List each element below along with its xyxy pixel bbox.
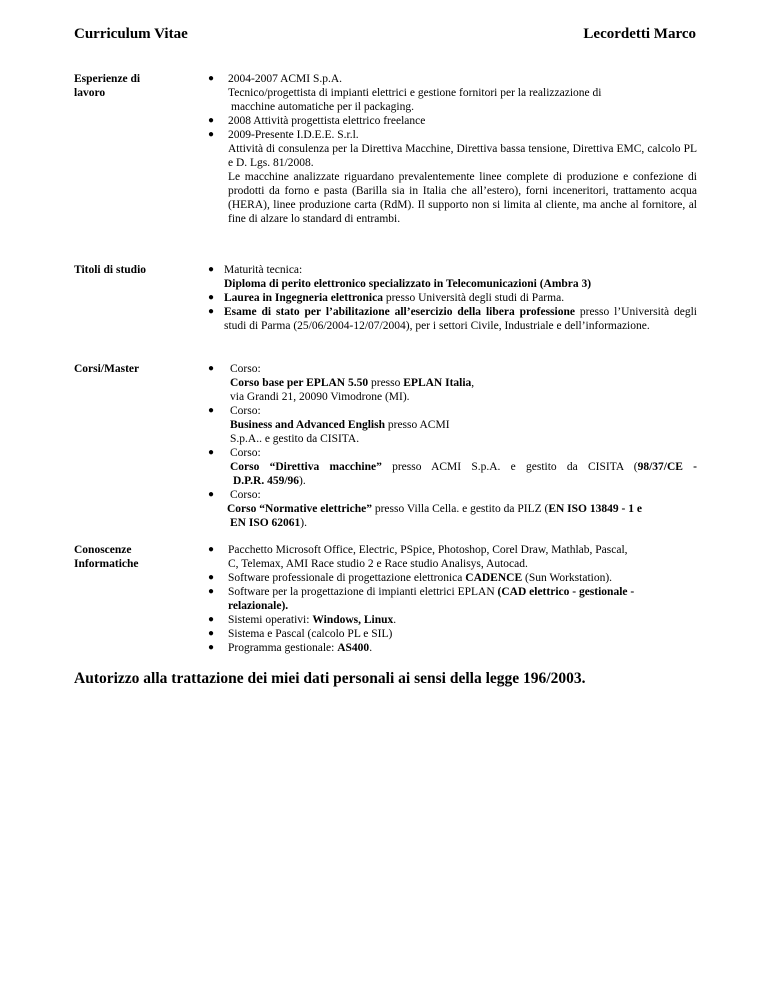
item-text: presso <box>368 377 404 389</box>
item-text: (Sun Workstation). <box>522 572 613 584</box>
item-text: Corso: <box>230 363 261 375</box>
item-text: Sistema e Pascal (calcolo PL e SIL) <box>228 628 393 640</box>
item-text: 2008 Attività progettista elettrico freelance <box>228 115 426 127</box>
bullet-icon: ● <box>208 405 215 416</box>
bullet-icon: ● <box>208 115 215 126</box>
item-text: Diploma di perito elettronico specializzato in Telecomunicazioni (Ambra 3) <box>224 278 592 290</box>
item-text: CADENCE <box>465 572 523 584</box>
bullet-icon: ● <box>208 73 215 84</box>
list-item <box>208 585 697 613</box>
list-item <box>208 488 697 530</box>
list-item <box>208 291 697 305</box>
item-text: Programma gestionale: <box>228 642 338 654</box>
item-text: presso Villa Cella. e gestito da PILZ ( <box>371 503 549 515</box>
privacy-consent: Autorizzo alla trattazione dei miei dati personali ai sensi della legge 196/2003. <box>74 670 586 687</box>
list-item <box>208 543 697 571</box>
bullet-icon: ● <box>208 628 215 639</box>
item-text: Windows, Linux <box>312 614 394 626</box>
list-item <box>208 627 697 641</box>
item-text: Software professionale di progettazione elettronica <box>228 572 466 584</box>
item-text: Corso: <box>230 405 261 417</box>
section-body-titoli <box>208 263 697 333</box>
item-text: Tecnico/progettista di impianti elettrici e gestione fornitori per la realizzazione di <box>228 87 602 99</box>
item-text: C, Telemax, AMI Race studio 2 e Race studio Analisys, Autocad. <box>228 558 528 570</box>
header-author: Lecordetti Marco <box>583 26 696 42</box>
item-text: via Grandi 21, 20090 Vimodrone (MI). <box>230 391 410 403</box>
list-item <box>208 446 697 488</box>
label-line: Conoscenze <box>74 544 132 556</box>
item-text: Maturità tecnica: <box>224 264 303 276</box>
bullet-icon: ● <box>208 129 215 140</box>
item-text: presso ACMI <box>385 419 450 431</box>
section-label-titoli: Titoli di studio <box>74 264 147 276</box>
section-label-corsi: Corsi/Master <box>74 363 140 375</box>
label-line: Esperienze di <box>74 73 141 85</box>
bullet-icon: ● <box>208 572 215 583</box>
item-text: 2009-Presente I.D.E.E. S.r.l. <box>228 129 359 141</box>
label-line: Informatiche <box>74 558 139 570</box>
bullet-icon: ● <box>208 489 215 500</box>
list-item <box>208 114 697 128</box>
bullet-icon: ● <box>208 292 215 303</box>
list-item <box>208 305 697 333</box>
item-text: relazionale). <box>228 600 289 612</box>
item-text: , <box>471 377 475 389</box>
list-item <box>208 613 697 627</box>
bullet-icon: ● <box>208 306 215 317</box>
item-text: EPLAN Italia <box>403 377 472 389</box>
item-paragraph: Le macchine analizzate riguardano prevalentemente linee complete di produzione e confezione di prodotti da forno e pasta (Barilla sia in Italia che all’estero), forni inceneritori, trattamento acqua (HERA), linee produzione carta (RdM). Il supporto non si limita al cliente, ma anche al fornitore, al fine di alzare lo standard di entrambi. <box>228 171 697 225</box>
list-item <box>208 128 697 226</box>
item-text: Corso: <box>230 489 261 501</box>
item-text: . <box>369 642 373 654</box>
item-text: Software per la progettazione di impianti elettrici EPLAN <box>228 586 498 598</box>
list-item <box>208 404 697 446</box>
bullet-icon: ● <box>208 447 215 458</box>
bullet-icon: ● <box>208 363 215 374</box>
section-label-esperienze <box>74 72 204 100</box>
list-item <box>208 641 697 655</box>
item-text: S.p.A.. e gestito da CISITA. <box>230 433 360 445</box>
item-text: Corso “Direttiva macchine” <box>230 461 382 473</box>
item-text: D.P.R. 459/96 <box>233 475 300 487</box>
bullet-icon: ● <box>208 544 215 555</box>
bullet-icon: ● <box>208 586 215 597</box>
item-text: ). <box>300 517 308 529</box>
item-text: Pacchetto Microsoft Office, Electric, PSpice, Photoshop, Corel Draw, Mathlab, Pascal, <box>228 544 628 556</box>
item-text: (CAD elettrico - gestionale - <box>497 586 635 598</box>
bullet-icon: ● <box>208 642 215 653</box>
list-item <box>208 72 697 114</box>
item-text: Corso base per EPLAN 5.50 <box>230 377 369 389</box>
item-text: presso ACMI S.p.A. e gestito da CISITA ( <box>381 461 638 473</box>
header-title: Curriculum Vitae <box>74 26 188 42</box>
item-text: . <box>393 614 397 626</box>
item-text: 2004-2007 ACMI S.p.A. <box>228 73 343 85</box>
section-body-corsi <box>208 362 697 530</box>
item-text: ). <box>299 475 306 487</box>
item-text: Business and Advanced English <box>230 419 385 431</box>
item-text: AS400 <box>337 642 370 654</box>
item-text: EN ISO 13849 - 1 e <box>548 503 642 515</box>
list-item <box>208 571 697 585</box>
label-line: lavoro <box>74 87 106 99</box>
bullet-icon: ● <box>208 264 215 275</box>
item-text: Corso “Normative elettriche” <box>227 503 372 515</box>
item-paragraph: Attività di consulenza per la Direttiva Macchine, Direttiva bassa tensione, Direttiva EMC, calcolo PL e D. Lgs. 81/2008. <box>228 143 697 169</box>
item-text: EN ISO 62061 <box>230 517 301 529</box>
item-text: 98/37/CE - <box>637 461 697 473</box>
page-header <box>74 26 696 46</box>
item-text: Corso: <box>230 447 261 459</box>
list-item <box>208 263 697 291</box>
item-text: Laurea in Ingegneria elettronica <box>224 292 383 304</box>
item-text: macchine automatiche per il packaging. <box>231 101 414 113</box>
section-body-conoscenze <box>208 543 697 655</box>
item-text: Esame di stato per l’abilitazione all’esercizio della libera professione <box>224 306 575 318</box>
item-text: presso l’Università degli studi di Parma (25/06/2004-12/07/2004), per i settori Civile, Industriale e dell’informazione. <box>224 306 697 332</box>
bullet-icon: ● <box>208 614 215 625</box>
section-body-esperienze <box>208 72 697 226</box>
item-text: presso Università degli studi di Parma. <box>382 292 565 304</box>
item-text: Sistemi operativi: <box>228 614 313 626</box>
list-item <box>208 362 697 404</box>
section-label-conoscenze <box>74 543 204 571</box>
